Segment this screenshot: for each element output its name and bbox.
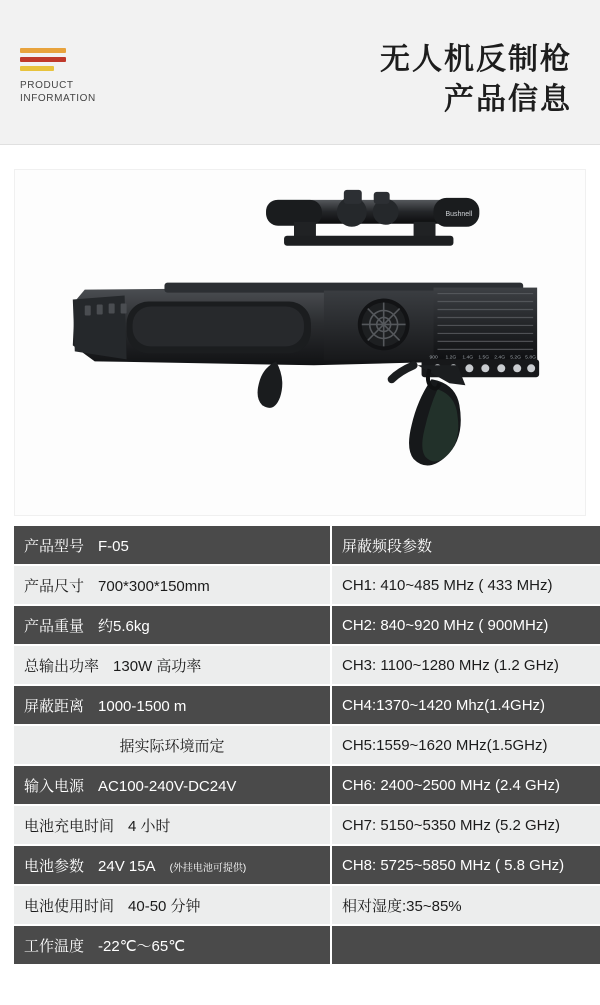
svg-text:1.5G: 1.5G xyxy=(478,354,490,361)
table-row xyxy=(14,805,600,845)
spec-cell-left xyxy=(14,565,331,605)
spec-cell-left xyxy=(14,885,331,925)
table-row xyxy=(14,565,600,605)
spec-cell-left xyxy=(14,845,331,885)
table-row xyxy=(14,845,600,885)
drone-jammer-gun-illustration xyxy=(15,170,585,514)
svg-text:Bushnell: Bushnell xyxy=(445,210,473,218)
spec-cell-left xyxy=(14,765,331,805)
table-row xyxy=(14,725,600,765)
spec-key: 电池参数 xyxy=(24,857,85,875)
page-title-line2: 产品信息 xyxy=(444,83,572,116)
spec-cell-right: CH3: 1100~1280 MHz (1.2 GHz) xyxy=(331,645,600,685)
svg-text:1.2G: 1.2G xyxy=(445,354,457,361)
spec-value: F-05 xyxy=(98,537,129,555)
spec-key: 产品型号 xyxy=(24,537,85,555)
spec-value: 40-50 分钟 xyxy=(128,897,201,915)
brand-label-line1: PRODUCT xyxy=(20,80,74,91)
spec-key: 产品重量 xyxy=(24,617,85,635)
spec-key: 工作温度 xyxy=(24,937,85,955)
svg-text:1.4G: 1.4G xyxy=(462,354,474,361)
spec-cell-right xyxy=(331,925,600,965)
spec-cell-left xyxy=(14,526,331,565)
table-row xyxy=(14,685,600,725)
svg-text:2.4G: 2.4G xyxy=(494,354,506,361)
table-row xyxy=(14,925,600,965)
spec-cell-left xyxy=(14,685,331,725)
svg-text:5.2G: 5.2G xyxy=(510,354,522,361)
spec-cell-right: CH7: 5150~5350 MHz (5.2 GHz) xyxy=(331,805,600,845)
spec-key: 产品尺寸 xyxy=(24,577,85,595)
spec-cell-left xyxy=(14,925,331,965)
spec-cell-left xyxy=(14,605,331,645)
spec-value: AC100-240V-DC24V xyxy=(98,777,237,795)
spec-value: -22℃～65℃ xyxy=(98,937,186,955)
spec-cell-right: 相对湿度:35~85% xyxy=(331,885,600,925)
spec-value: 24V 15A xyxy=(98,857,156,875)
svg-text:5.8G: 5.8G xyxy=(525,354,536,361)
spec-key: 屏蔽距离 xyxy=(24,697,85,715)
spec-value-note: (外挂电池可提供) xyxy=(169,862,247,874)
page-title-line1: 无人机反制枪 xyxy=(380,43,572,76)
brand-label-line2: INFORMATION xyxy=(20,93,96,104)
spec-key: 电池使用时间 xyxy=(24,897,115,915)
spec-value: 约5.6kg xyxy=(98,617,150,635)
table-row xyxy=(14,765,600,805)
spec-cell-right: CH4:1370~1420 Mhz(1.4GHz) xyxy=(331,685,600,725)
spec-cell-right: 屏蔽频段参数 xyxy=(331,526,600,565)
table-row xyxy=(14,645,600,685)
brand-bars-icon xyxy=(20,48,66,71)
page-title xyxy=(380,40,572,120)
table-row xyxy=(14,605,600,645)
spec-key: 总输出功率 xyxy=(24,657,100,675)
product-photo xyxy=(14,169,586,516)
spec-cell-right: CH2: 840~920 MHz ( 900MHz) xyxy=(331,605,600,645)
spec-cell-right: CH6: 2400~2500 MHz (2.4 GHz) xyxy=(331,765,600,805)
spec-key: 输入电源 xyxy=(24,777,85,795)
brand-block xyxy=(20,48,140,105)
specifications-table xyxy=(14,526,600,966)
spec-cell-right: CH8: 5725~5850 MHz ( 5.8 GHz) xyxy=(331,845,600,885)
brand-label xyxy=(20,79,140,105)
spec-cell-left xyxy=(14,645,331,685)
spec-value: 1000-1500 m xyxy=(98,697,187,715)
spec-key: 电池充电时间 xyxy=(24,817,115,835)
page-header xyxy=(0,0,600,145)
spec-value: 700*300*150mm xyxy=(98,577,210,595)
spec-cell-right: CH1: 410~485 MHz ( 433 MHz) xyxy=(331,565,600,605)
svg-text:900: 900 xyxy=(429,354,438,361)
table-row xyxy=(14,526,600,565)
spec-cell-right: CH5:1559~1620 MHz(1.5GHz) xyxy=(331,725,600,765)
spec-cell-left-note: 据实际环境而定 xyxy=(14,725,331,765)
table-row xyxy=(14,885,600,925)
spec-value: 130W 高功率 xyxy=(113,657,202,675)
spec-value: 4 小时 xyxy=(128,817,171,835)
spec-cell-left xyxy=(14,805,331,845)
